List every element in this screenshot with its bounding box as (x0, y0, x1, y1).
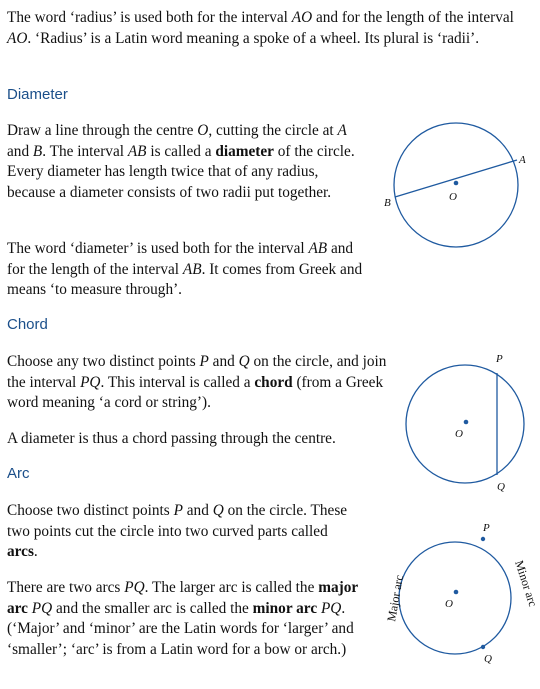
heading-arc: Arc (7, 465, 30, 482)
term-o: O (197, 122, 209, 139)
label-q: Q (497, 481, 505, 493)
term-ao: AO (291, 9, 313, 26)
text-run: and (208, 353, 239, 370)
text-run: Draw a line through the centre (7, 122, 198, 139)
label-p: P (483, 522, 490, 534)
label-o: O (445, 598, 453, 610)
label-p: P (496, 353, 503, 365)
term-q: Q (238, 353, 250, 370)
centre-dot (454, 181, 459, 186)
text-run: is called a (146, 142, 216, 160)
term-arcs: arcs (7, 543, 34, 560)
heading-diameter: Diameter (7, 86, 68, 103)
term-chord: chord (254, 373, 293, 391)
term-p: P (173, 502, 183, 519)
term-pq: PQ (80, 373, 101, 391)
arc-figure (384, 522, 540, 665)
text-run: and (7, 142, 33, 160)
term-ab: AB (182, 260, 202, 278)
term-pq: PQ (124, 579, 145, 596)
diameter-figure (384, 123, 526, 247)
label-b: B (384, 197, 391, 209)
text-run: and the smaller arc is called the (52, 599, 253, 617)
text-run: and (182, 502, 213, 519)
text-run: on the circle. These two points cut the circle into two curved parts called (7, 502, 348, 540)
text-run: Choose any two distinct points (7, 353, 200, 370)
text-run: (from a Greek word meaning ‘a cord or string’). (7, 373, 384, 411)
term-pq: PQ (31, 599, 53, 617)
arc-circle (399, 542, 511, 654)
term-pq: PQ (320, 599, 342, 617)
text-run: . This interval is called a (100, 373, 255, 391)
major-arc-label: Major arc (384, 573, 407, 623)
text-run: of the circle. Every diameter has length twice that of any radius, because a diameter consists of two radii put together. (7, 142, 355, 201)
term-ao: AO (7, 29, 28, 47)
text-run: . (‘Major’ and ‘minor’ are the Latin words for ‘larger’ and ‘smaller’; ‘arc’ is from a Latin word for a bow or arch.) (7, 599, 354, 658)
centre-dot (454, 590, 459, 595)
chord-figure (406, 353, 524, 493)
term-ab: AB (308, 240, 328, 257)
point-p-dot (481, 537, 485, 541)
text-run: There are two arcs (7, 579, 125, 596)
text-run: and for the length of the interval (312, 9, 514, 26)
centre-dot (464, 420, 469, 425)
heading-chord: Chord (7, 316, 48, 333)
term-ab: AB (127, 142, 147, 160)
text-run: , cutting the circle at (208, 122, 338, 139)
text-run: Choose two distinct points (7, 502, 174, 519)
term-q: Q (212, 502, 224, 519)
term-major-arc: major arc (7, 579, 358, 617)
label-a: A (519, 154, 526, 166)
text-run: and for the length of the interval (7, 240, 354, 278)
text-run: . It comes from Greek and means ‘to measure through’. (7, 260, 363, 298)
term-b: B (32, 142, 43, 160)
text-run: on the circle, and join the interval (7, 353, 387, 391)
label-q: Q (484, 653, 492, 665)
chord-paragraph-2: A diameter is thus a chord passing through the centre. (7, 430, 336, 447)
text-run: . The interval (42, 142, 128, 160)
term-a: A (337, 122, 347, 139)
term-minor-arc: minor arc (252, 599, 321, 617)
text-run: The word ‘radius’ is used both for the interval (7, 9, 292, 26)
text-run: . ‘Radius’ is a Latin word meaning a spoke of a wheel. Its plural is ‘radii’. (27, 29, 480, 47)
text-run: The word ‘diameter’ is used both for the interval (7, 240, 309, 257)
label-o: O (455, 428, 463, 440)
point-q-dot (481, 645, 485, 649)
term-p: P (199, 353, 209, 370)
term-diameter: diameter (215, 142, 274, 160)
minor-arc-label: Minor arc (512, 558, 540, 609)
label-o: O (449, 191, 457, 203)
text-run: . The larger arc is called the (144, 579, 319, 596)
text-run: . (33, 543, 38, 560)
